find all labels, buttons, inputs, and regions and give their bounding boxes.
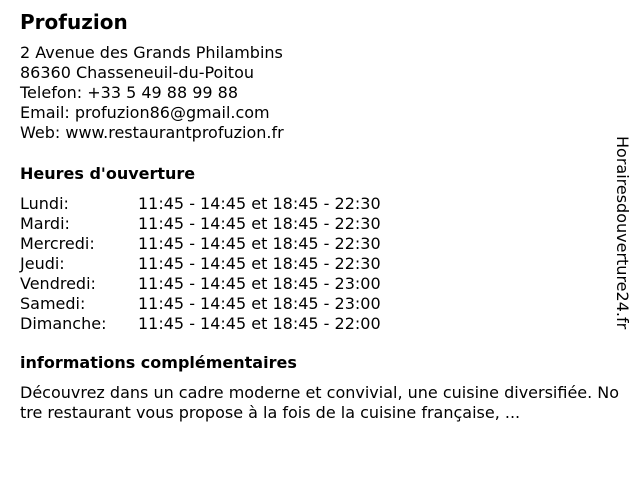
time-range: 11:45 - 14:45 et 18:45 - 22:00 bbox=[138, 314, 381, 333]
restaurant-name: Profuzion bbox=[20, 10, 128, 34]
contact-block bbox=[20, 43, 284, 143]
time-range: 11:45 - 14:45 et 18:45 - 23:00 bbox=[138, 294, 381, 313]
opening-hours-heading: Heures d'ouverture bbox=[20, 164, 196, 183]
time-range: 11:45 - 14:45 et 18:45 - 23:00 bbox=[138, 274, 381, 293]
day-label: Dimanche: bbox=[20, 314, 107, 333]
time-range: 11:45 - 14:45 et 18:45 - 22:30 bbox=[138, 214, 381, 233]
hours-row bbox=[20, 294, 381, 314]
hours-row bbox=[20, 254, 381, 274]
opening-hours-table bbox=[20, 194, 381, 334]
phone-number[interactable]: Telefon: +33 5 49 88 99 88 bbox=[20, 83, 239, 102]
hours-row bbox=[20, 214, 381, 234]
address-line-2: 86360 Chasseneuil-du-Poitou bbox=[20, 63, 254, 82]
email-address[interactable]: Email: profuzion86@gmail.com bbox=[20, 103, 270, 122]
hours-row bbox=[20, 314, 381, 334]
hours-row bbox=[20, 274, 381, 294]
day-label: Samedi: bbox=[20, 294, 86, 313]
website-link[interactable]: Web: www.restaurantprofuzion.fr bbox=[20, 123, 284, 142]
day-label: Vendredi: bbox=[20, 274, 96, 293]
day-label: Jeudi: bbox=[20, 254, 65, 273]
time-range: 11:45 - 14:45 et 18:45 - 22:30 bbox=[138, 194, 381, 213]
hours-row bbox=[20, 194, 381, 214]
day-label: Mardi: bbox=[20, 214, 70, 233]
site-watermark: Horairesdouverture24.fr bbox=[613, 136, 632, 330]
time-range: 11:45 - 14:45 et 18:45 - 22:30 bbox=[138, 254, 381, 273]
additional-info-heading: informations complémentaires bbox=[20, 353, 297, 372]
day-label: Mercredi: bbox=[20, 234, 95, 253]
restaurant-description: Découvrez dans un cadre moderne et convivial, une cuisine diversifiée. Notre restaurant vous propose à la fois de la cuisine française, ... bbox=[20, 383, 620, 422]
day-label: Lundi: bbox=[20, 194, 69, 213]
hours-row bbox=[20, 234, 381, 254]
address-line-1: 2 Avenue des Grands Philambins bbox=[20, 43, 283, 62]
time-range: 11:45 - 14:45 et 18:45 - 22:30 bbox=[138, 234, 381, 253]
